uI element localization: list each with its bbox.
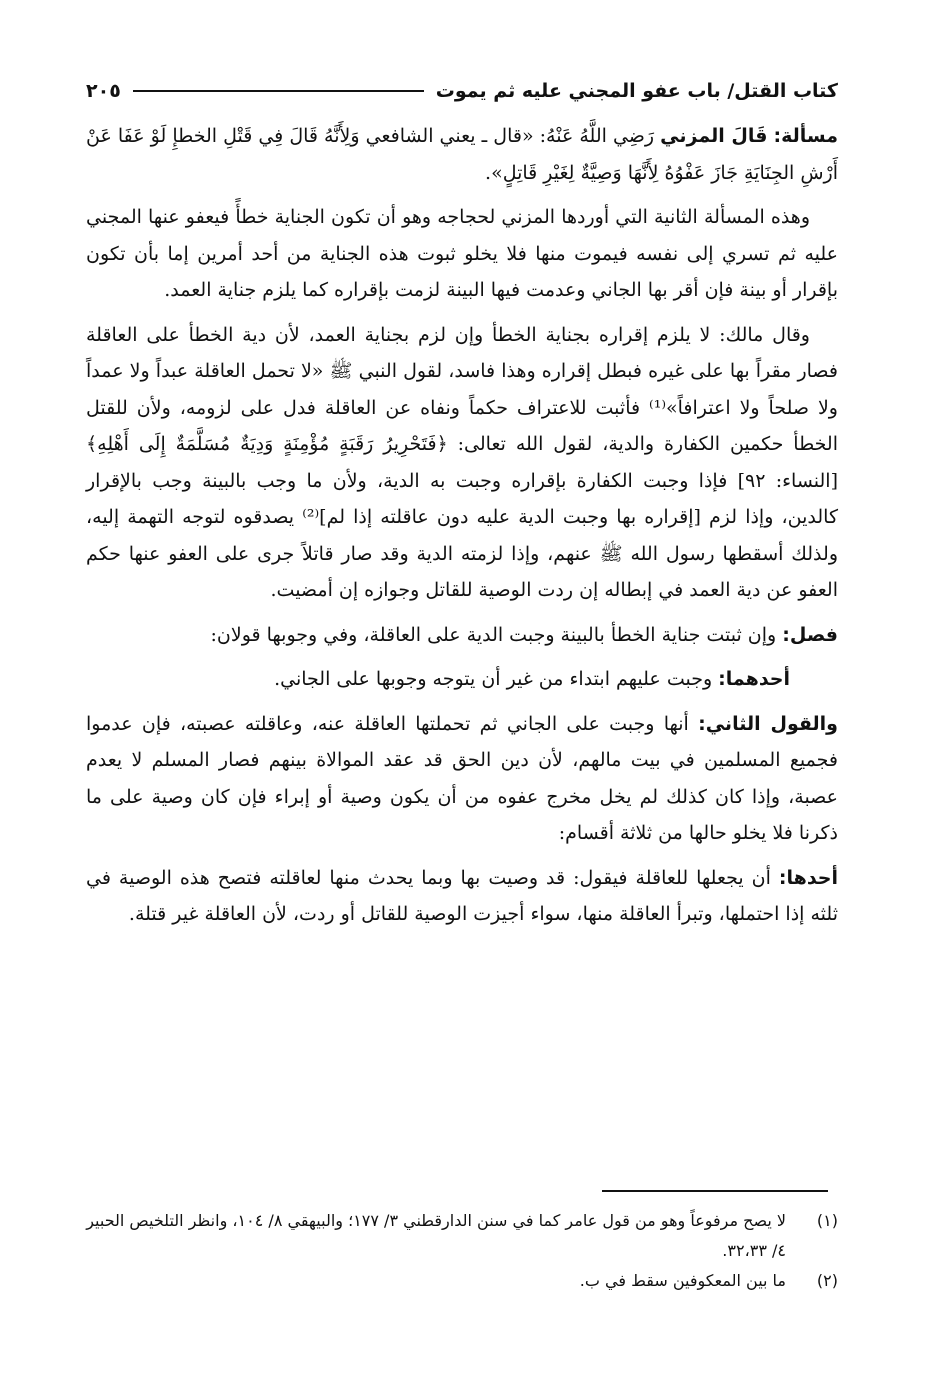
second-view-label: والقول الثاني: — [698, 712, 838, 735]
footnote-number: (١) — [816, 1211, 838, 1230]
paragraph-fasl — [86, 617, 838, 654]
speaker-name: قَالَ المزني — [660, 125, 768, 147]
paragraph-first-case — [86, 860, 838, 933]
footnote — [86, 1206, 838, 1266]
second-view-text: أنها وجبت على الجاني ثم تحملتها العاقلة عنه، وعاقلته عصبته، فإن عدموا فجميع المسلمين في بيت مالهم، لأن دين الحق قد عقد الموالاة بينهم فصار المسلم لا يعدم عصبة، وإذا كان كذلك لم يخل مخرج عفوه من أن يكون وصية أو إبراء فإن كان وصية على ما ذكرنا فلا يخلو حالها من ثلاثة أقسام: — [86, 712, 838, 844]
first-view-label: أحدهما: — [718, 668, 790, 690]
paragraph-second-view — [86, 706, 838, 852]
masala-label: مسألة: — [773, 125, 838, 147]
fasl-text: وإن ثبتت جناية الخطأ بالبينة وجبت الدية على العاقلة، وفي وجوبها قولان: — [210, 623, 777, 646]
masala-text: رَضِي اللَّهُ عَنْهُ: «قال ـ يعني الشافعي وَلِأَنَّهُ قَالَ فِي قَتْلِ الخطإِ لَوْ عَفَا عَنْ أَرْشِ الجِنَايَةِ جَازَ عَفْوُهُ لِأَنَّهَا وَصِيَّةٌ لِغَيْرِ قَاتِلٍ». — [86, 125, 838, 184]
fasl-label: فصل: — [782, 623, 838, 646]
running-header — [86, 74, 838, 108]
footnote-number: (٢) — [816, 1271, 838, 1290]
footnote-separator — [602, 1190, 828, 1192]
footnote-text: لا يصح مرفوعاً وهو من قول عامر كما في سنن الدارقطني ٣/ ١٧٧؛ والبيهقي ٨/ ١٠٤، وانظر التلخيص الحبير ٤/ ٣٢،٣٣. — [86, 1211, 786, 1260]
page-body — [86, 118, 838, 933]
page-number: ٢٠٥ — [86, 80, 121, 102]
first-case-label: أحدها: — [778, 866, 838, 889]
paragraph-masala — [86, 118, 838, 191]
chapter-title: كتاب القتل/ باب عفو المجني عليه ثم يموت — [435, 80, 838, 102]
header-rule — [133, 90, 424, 92]
footnotes — [86, 1206, 838, 1296]
first-view-text: وجبت عليهم ابتداء من غير أن يتوجه وجوبها على الجاني. — [274, 668, 713, 690]
paragraph-first-view — [86, 661, 790, 698]
first-case-text: أن يجعلها للعاقلة فيقول: قد وصيت بها وبما يحدث منها لعاقلته فتصح هذه الوصية في ثلثه إذا احتملها، وتبرأ العاقلة منها، سواء أجيزت الوصية للقاتل أو ردت، لأن العاقلة غير قتلة. — [86, 866, 838, 925]
footnote-text: ما بين المعكوفين سقط في ب. — [579, 1271, 786, 1290]
paragraph-second-issue: وهذه المسألة الثانية التي أوردها المزني لحجاجه وهو أن تكون الجناية خطأً فيعفو عنها المجني عليه ثم تسري إلى نفسه فيموت منها فلا يخلو ثبوت هذه الجناية من أحد أمرين إما بأن تكون بإقرار أو بينة فإن أقر بها الجاني وعدمت فيها البينة لزمت بإقراره كما يلزم جناية العمد. — [86, 206, 838, 301]
footnote — [86, 1266, 838, 1296]
paragraph-malik: وقال مالك: لا يلزم إقراره بجناية الخطأ وإن لزم بجناية العمد، لأن دية الخطأ على العاقلة فصار مقراً بها على غيره فبطل إقراره وهذا فاسد، لقول النبي ﷺ «لا تحمل العاقلة عبداً ولا عمداً ولا صلحاً ولا اعترافاً»⁽¹⁾ فأثبت للاعتراف حكماً ونفاه عن العاقلة فدل على لزومه، ولأن للقتل الخطأ حكمين الكفارة والدية، لقول الله تعالى: ﴿فَتَحْرِيرُ رَقَبَةٍ مُؤْمِنَةٍ وَدِيَةٌ مُسَلَّمَةٌ إِلَى أَهْلِهِ﴾ [النساء: ٩٢] فإذا وجبت الكفارة بإقراره وجبت به الدية، ولأن ما وجب بالبينة وجب بالإقرار كالدين، وإذا لزم [إقراره بها وجبت الدية عليه دون عاقلته إذا لم]⁽²⁾ يصدقوه لتوجه التهمة إليه، ولذلك أسقطها رسول الله ﷺ عنهم، وإذا لزمته الدية وقد صار قاتلاً جرى على العفو عنها حكم العفو عن دية العمد في إبطاله إن ردت الوصية للقاتل وجوازه إن أمضيت. — [86, 323, 839, 601]
